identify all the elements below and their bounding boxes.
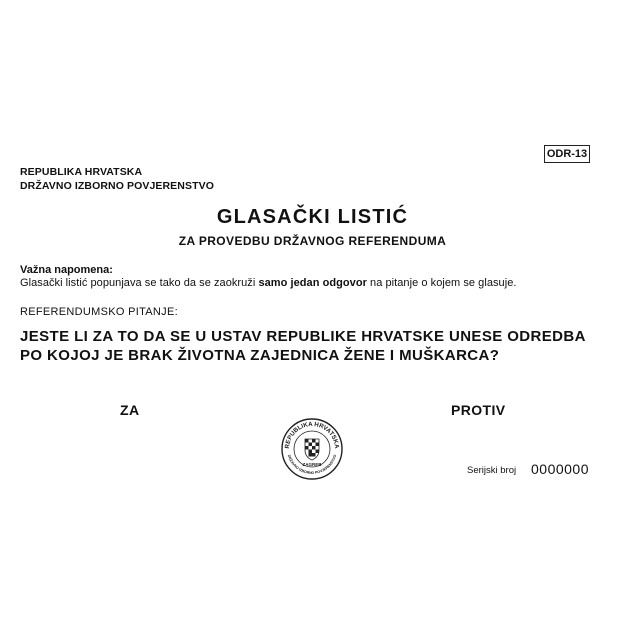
note-text-emphasis: samo jedan odgovor bbox=[258, 277, 367, 289]
issuer-country: REPUBLIKA HRVATSKA bbox=[20, 166, 143, 178]
question-line-2: PO KOJOJ JE BRAK ŽIVOTNA ZAJEDNICA ŽENE I MUŠKARCA? bbox=[20, 347, 500, 364]
note-label: Važna napomena: bbox=[20, 264, 113, 276]
issuer-commission: DRŽAVNO IZBORNO POVJERENSTVO bbox=[20, 180, 214, 192]
seal-city-text: ZAGREB bbox=[302, 462, 322, 467]
official-seal-icon bbox=[280, 417, 344, 481]
seal-bottom-text: DRŽAVNO IZBORNO POVJERENSTVO bbox=[286, 454, 338, 476]
checkerboard-shield-icon bbox=[305, 439, 319, 460]
serial-number-value: 0000000 bbox=[531, 461, 590, 477]
issuer-block bbox=[20, 165, 214, 193]
question-label: REFERENDUMSKO PITANJE: bbox=[20, 306, 178, 318]
note-text-before: Glasački listić popunjava se tako da se zaokruži bbox=[20, 277, 259, 289]
note-text bbox=[20, 277, 516, 289]
ballot-subtitle: ZA PROVEDBU DRŽAVNOG REFERENDUMA bbox=[178, 234, 447, 248]
note-text-after: na pitanje o kojem se glasuje. bbox=[366, 277, 517, 289]
form-code-badge: ODR-13 bbox=[544, 145, 590, 163]
ballot-title: GLASAČKI LISTIĆ bbox=[216, 206, 409, 228]
answer-yes-option[interactable]: ZA bbox=[120, 402, 140, 418]
seal-top-text: REPUBLIKA HRVATSKA bbox=[283, 420, 341, 449]
referendum-question bbox=[20, 327, 586, 365]
question-line-1: JESTE LI ZA TO DA SE U USTAV REPUBLIKE HRVATSKE UNESE ODREDBA bbox=[20, 328, 586, 345]
answer-no-option[interactable]: PROTIV bbox=[451, 402, 506, 418]
serial-number-label: Serijski broj bbox=[467, 465, 517, 476]
